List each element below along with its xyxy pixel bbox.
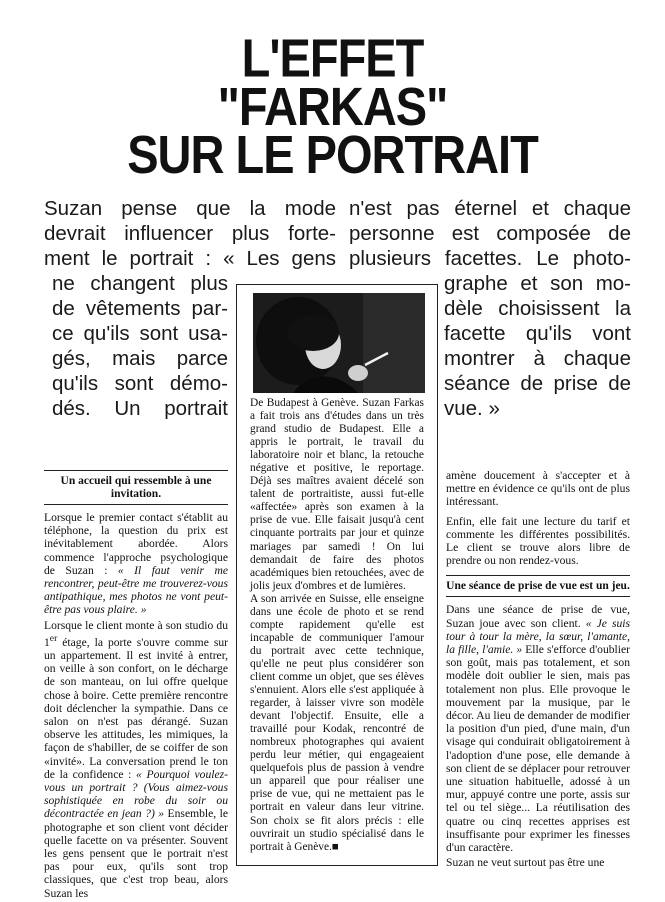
sidebar-paragraph-text: A son arrivée en Suisse, elle enseigne dans une école de photo et se rend compte rapidement qu'elle est incapable de communiquer l'amour du portrait avec cette technique, qu'elle ne peut plus considérer son client comme un objet, que ses élèves s'ennuient. Alors elle s'est appliquée à regarder, à laisser vivre son modèle devant l'objectif. Ensuite, elle a travaillé pour Kodak, rencontré de nombreux photographes qui avaient perdu leur métier, qui engageaient quelquefois plus de passion à vendre un appareil que pour réaliser une prise de vue, qui ne mettaient pas le portrait en valeur dans leur vitrine. Son choix se fit alors précis : elle ouvrirait un studio spécialisé dans le portrait à Genève. [250,592,424,853]
paragraph-text: étage, la porte s'ouvre comme sur un appartement. Il est invité à entrer, on veille à son confort, on le décharge de son manteau, on lui offre quelque chose à boire. Cette première rencontre doit déclencher la sympathie. Dans ce salon on n'est pas dérangé. Suzan observe les attitudes, les mimiques, la façon de s'habiller, de se coiffer de son «invité». La conversation prend le ton de la confidence : [44,635,228,781]
paragraph: amène doucement à s'accepter et à mettre en évidence ce qu'ils ont de plus intéressant. [446,469,630,509]
intro-line: vue. » [444,397,500,420]
intro-line: n'est pas éternel et chaque [349,197,631,220]
intro-line: ce qu'ils sont usa- [52,322,228,345]
quote: « Il faut venir me rencontrer, peut-être me trouverez-vous antipathique, mes photos ne vont peut-être pas vous plaire. » [44,563,228,617]
paragraph-text: Elle s'efforce d'oublier son goût, mais pas totalement, et son modèle doit oublier le sien, mais pas totalement non plus. Elle provoque le mouvement par la musique, par le décor. Au lieu de demander de modifier la position d'un pied, d'une main, d'un visage qui conduirait obligatoirement à l'adoption d'une pose, elle demande à son client de se déplacer pour retrouver une situation habituelle, adossé à un mur, appuyé contre une porte, assis sur tel ou tel siège... La réutilisation des quatre ou cinq recettes apprises est insuffisante pour exprimer les finesses d'un caractère. [446,643,630,855]
quote: « Je suis tour à tour la mère, la sœur, l'amante, la fille, l'amie. » [446,616,630,657]
intro-line: montrer à chaque [444,347,631,370]
intro-right-wide [349,196,631,271]
intro-line: dés. Un portrait [52,397,228,420]
portrait-photo-image [253,293,425,393]
intro-line: ment le portrait : « Les gens [44,247,336,270]
paragraph [44,511,228,617]
sidebar-paragraph [250,593,424,854]
intro-left-wide [44,196,336,271]
paragraph-text: Lorsque le premier contact s'établit au téléphone, la question du prix est inévitablement abordée. Alors commence l'approche psychologique de Suzan : [44,511,228,577]
sidebar-paragraph: De Budapest à Genève. Suzan Farkas a fait trois ans d'études dans un très grand studio de Budapest. Elle a appris le portrait, le travail du laboratoire noir et blanc, la retouche négative et positive, le reportage. Déjà ses maîtres avaient décelé son talent de portraitiste, aussi fut-elle «affectée» après son examen à la prise de vue. Elle faisait jusqu'à cent cinquante portraits par jour et quinze mariages par samedi ! On lui demandait de faire des photos académiques bien retouchées, avec de jolis jeux d'ombres et de lumières. [250,397,424,592]
left-column [44,470,228,902]
right-column [446,469,630,871]
intro-line: devrait influencer plus forte- [44,222,336,245]
section-heading: Une séance de prise de vue est un jeu. [446,575,630,597]
paragraph: Enfin, elle fait une lecture du tarif et commente les différentes possibilités. Le client se trouve alors libre de prendre ou non rendez-vous. [446,514,630,568]
intro-line: graphe et son mo- [444,272,631,295]
intro-line: séance de prise de [444,372,631,395]
title-line-3: SUR LE PORTRAIT [127,123,538,185]
intro-line: facette qu'ils vont [444,322,631,345]
intro-line: plusieurs facettes. Le photo- [349,247,631,270]
article-title [60,27,605,185]
paragraph: Suzan ne veut surtout pas être une [446,856,605,870]
title-line-2: "FARKAS" [217,75,448,137]
intro-line: qu'ils sont démo- [52,372,228,395]
intro-line: ne changent plus [52,272,228,295]
intro-right-narrow [444,271,631,421]
paragraph [44,619,228,900]
section-heading: Un accueil qui ressemble à une invitation. [44,470,228,505]
quote: « Pourquoi voulez-vous un portrait ? (Vous aimez-vous sophistiquée en robe du soir ou décontractée en jean ?) » [44,767,228,821]
intro-left-narrow [52,271,228,421]
intro-line: dèle choisissent la [444,297,631,320]
intro-line: gés, mais parce [52,347,228,370]
end-mark: ■ [331,840,339,853]
sidebar-text [250,397,424,854]
superscript: er [49,632,58,644]
intro-line: Suzan pense que la mode [44,197,336,220]
title-line-1: L'EFFET [241,27,424,89]
intro-line: de vêtements par- [52,297,228,320]
paragraph-text: Dans une séance de prise de vue, Suzan joue avec son client. [446,603,630,630]
intro-line: personne est composée de [349,222,631,245]
paragraph-text: Lorsque le client monte à son studio du 1 [44,618,228,649]
portrait-photo [253,293,425,393]
paragraph [446,603,630,854]
paragraph-text: Ensemble, le photographe et son client vont décider quelle facette on va présenter. Souvent les gens pensent que le portrait n'est pas pour eux, qu'ils sont trop classiques, que c'est trop beau, alors Suzan les [44,807,229,900]
